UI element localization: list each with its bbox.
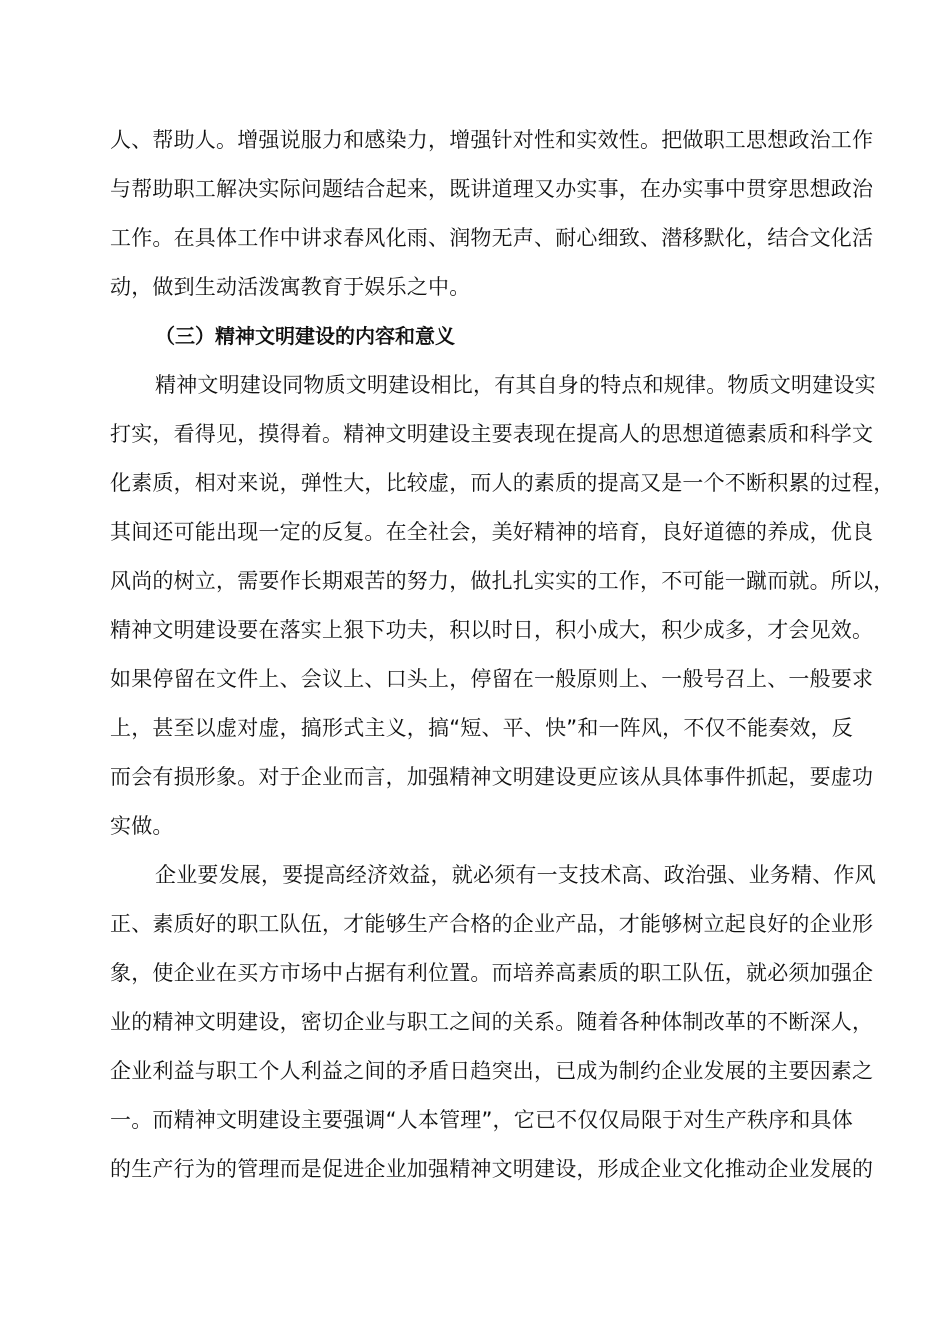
paragraph-line: 一。而精神文明建设主要强调“人本管理”，它已不仅仅局限于对生产秩序和具体: [110, 1108, 853, 1132]
paragraph-line: 业的精神文明建设，密切企业与职工之间的关系。随着各种体制改革的不断深人，: [110, 1010, 874, 1034]
paragraph-line: 工作。在具体工作中讲求春风化雨、润物无声、耐心细致、潜移默化，结合文化活: [110, 226, 874, 250]
section-heading: （三）精神文明建设的内容和意义: [155, 324, 455, 348]
paragraph-line: 象，使企业在买方市场中占据有利位置。而培养高素质的职工队伍，就必须加强企: [110, 961, 874, 985]
paragraph-line: 风尚的树立，需要作长期艰苦的努力，做扎扎实实的工作，不可能一蹴而就。所以，: [110, 569, 895, 593]
paragraph-line: 实做。: [110, 814, 174, 838]
paragraph-1: [110, 116, 874, 312]
paragraph-line: 企业要发展，要提高经济效益，就必须有一支技术高、政治强、业务精、作风: [155, 863, 876, 887]
paragraph-line: 打实，看得见，摸得着。精神文明建设主要表现在提高人的思想道德素质和科学文: [110, 422, 874, 446]
paragraph-line: 化素质，相对来说，弹性大，比较虚，而人的素质的提高又是一个不断积累的过程，: [110, 471, 895, 495]
paragraph-line: 而会有损形象。对于企业而言，加强精神文明建设更应该从具体事件抓起，要虚功: [110, 765, 874, 789]
paragraph-line: 上，甚至以虚对虚，搞形式主义，搞“短、平、快”和一阵风，不仅不能奏效，反: [110, 716, 853, 740]
paragraph-line: 企业利益与职工个人利益之间的矛盾日趋突出，已成为制约企业发展的主要因素之: [110, 1059, 874, 1083]
paragraph-line: 其间还可能出现一定的反复。在全社会，美好精神的培育，良好道德的养成，优良: [110, 520, 874, 544]
paragraph-line: 动，做到生动活泼寓教育于娱乐之中。: [110, 275, 471, 299]
paragraph-line: 正、素质好的职工队伍，才能够生产合格的企业产品，才能够树立起良好的企业形: [110, 912, 874, 936]
paragraph-3: [110, 851, 876, 1194]
paragraph-line: 人、帮助人。增强说服力和感染力，增强针对性和实效性。把做职工思想政治工作: [110, 128, 874, 152]
paragraph-line: 与帮助职工解决实际问题结合起来，既讲道理又办实事，在办实事中贯穿思想政治: [110, 177, 874, 201]
paragraph-line: 如果停留在文件上、会议上、口头上，停留在一般原则上、一般号召上、一般要求: [110, 667, 874, 691]
document-page: [110, 116, 895, 1194]
paragraph-line: 的生产行为的管理而是促进企业加强精神文明建设，形成企业文化推动企业发展的: [110, 1157, 874, 1181]
paragraph-line: 精神文明建设同物质文明建设相比，有其自身的特点和规律。物质文明建设实: [155, 373, 876, 397]
paragraph-line: 精神文明建设要在落实上狠下功夫，积以时日，积小成大，积少成多，才会见效。: [110, 618, 874, 642]
paragraph-2: [110, 361, 895, 851]
